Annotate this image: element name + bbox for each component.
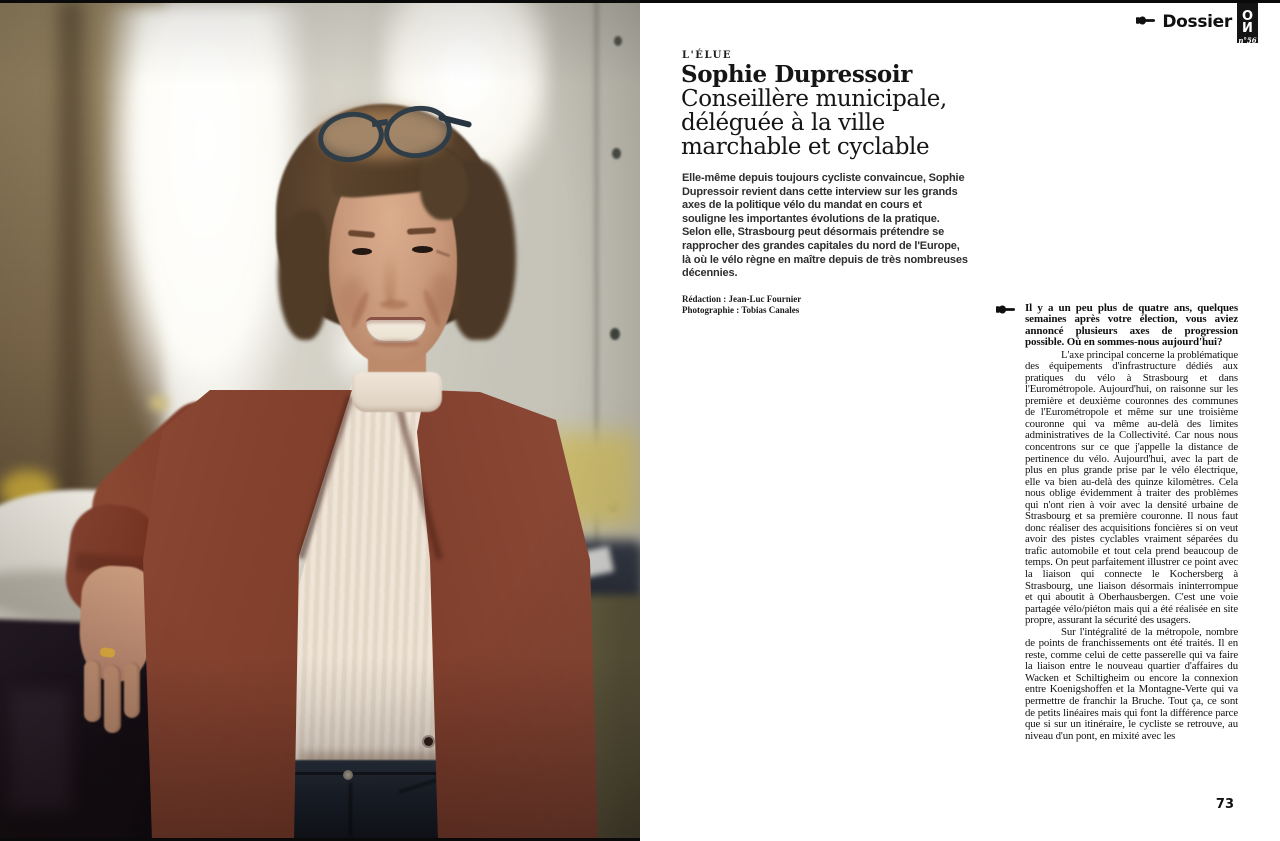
magazine-logo <box>1237 11 1258 35</box>
page-number: 73 <box>1215 797 1234 812</box>
article-title-line: Conseillère municipale, <box>681 86 947 112</box>
logo-letter-o: O <box>1241 9 1254 24</box>
interview-answer-paragraph: Sur l'intégralité de la métropole, nombre de points de franchissements ont été traités. Il en reste, comme celui de cette passerelle qui va faire la liaison entre le nouveau quartier d'affaires du Wacken et Schiltigheim ou encore la connexion entre Koenigshoffen et la Montagne-Verte qui va permettre de franchir la Bruche. Tout ça, ce sont de petits linéaires mais qui font la différence parce que si sur un itinéraire, le cycliste se retrouve, au niveau d'un pont, en mixité avec les <box>1025 625 1238 742</box>
interview-question-text: Il y a un peu plus de quatre ans, quelques semaines après votre élection, vous aviez annoncé plusieurs axes de progression possible. Où en sommes-nous aujourd'hui? <box>1025 302 1238 349</box>
logo-letter-n-reversed: N <box>1242 21 1253 36</box>
article-intro: Elle-même depuis toujours cycliste convaincue, Sophie Dupressoir revient dans cette interview sur les grands axes de la politique vélo du mandat en cours et souligne les importantes évolutions de la pratique. Selon elle, Strasbourg peut désormais prétendre se rapprocher des grandes capitales du nord de l'Europe, là où le vélo règne en maître depuis de très nombreuses décennies. <box>682 172 968 280</box>
interview-question <box>1025 303 1238 349</box>
pointing-hand-icon <box>1136 13 1155 31</box>
top-black-border <box>0 0 1280 3</box>
article-subject-name: Sophie Dupressoir <box>681 61 912 88</box>
section-label: Dossier <box>1162 11 1232 32</box>
interview-column <box>1025 303 1238 742</box>
interview-answer-paragraph: L'axe principal concerne la problématique des équipements d'infrastructure dédiés aux pratiques du vélo à Strasbourg et dans l'Eurométropole. Aujourd'hui, on raisonne sur les première et deuxième couronnes des communes de l'Eurométropole et même sur une troisième couronne qui va même au-delà des limites administratives de la Collectivité. Car nous nous concentrons sur ce que j'appelle la distance de pertinence du vélo. Aujourd'hui, avec la part de plus en plus grande prise par le vélo électrique, elle va bien au-delà des quinze kilomètres. Cela nous oblige évidemment à traiter des problèmes qui n'ont rien à voir avec la densité urbaine de Strasbourg et sa première couronne. Il nous faut donc réaliser des acquisitions foncières si on veut avoir des pistes cyclables vraiment séparées du trafic automobile et tout cela prend beaucoup de temps. On peut parfaitement illustrer ce point avec la liaison qui connecte le Kochersberg à Strasbourg, une liaison désormais ininterrompue et qui aboutit à Oberhausbergen. C'est une voie partagée vélo/piéton mais qui a été réalisée en site propre, assurant la sécurité des usagers. <box>1025 348 1238 627</box>
article-credits <box>682 294 801 315</box>
right-page <box>640 0 1280 841</box>
article-title <box>681 63 981 159</box>
issue-number: n°56 <box>1238 36 1257 45</box>
issue-badge <box>1237 0 1258 43</box>
credit-redaction: Rédaction : Jean-Luc Fournier <box>682 294 802 304</box>
article-title-line: marchable et cyclable <box>681 134 930 160</box>
credit-photographie: Photographie : Tobias Canales <box>682 304 800 315</box>
article-title-line: déléguée à la ville <box>681 110 885 136</box>
article-kicker: L'ÉLUE <box>682 50 733 61</box>
dossier-header <box>1136 13 1232 31</box>
pointing-hand-icon <box>996 304 1015 318</box>
